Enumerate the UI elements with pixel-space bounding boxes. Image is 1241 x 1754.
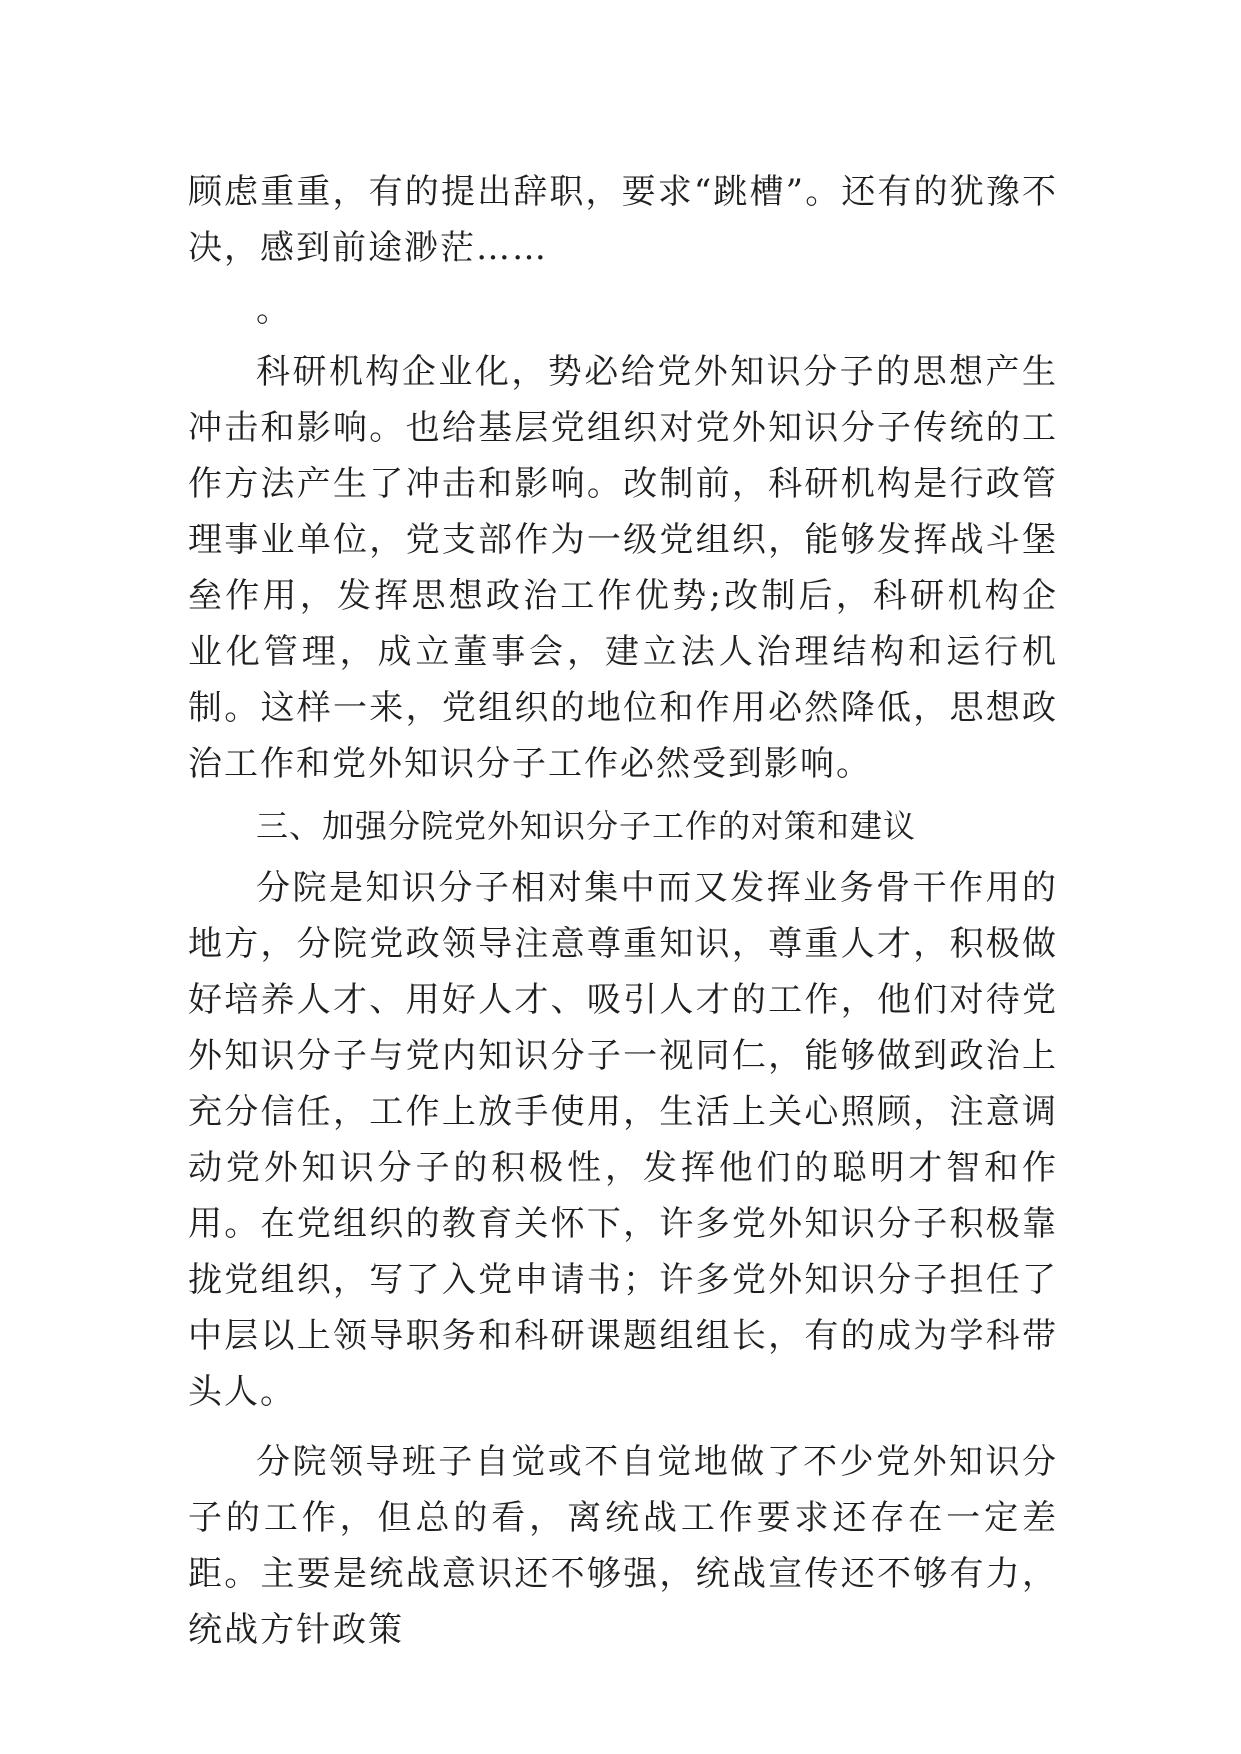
paragraph-branch-leadership: 分院是知识分子相对集中而又发挥业务骨干作用的地方，分院党政领导注意尊重知识，尊重人才，积极做好培养人才、用好人才、吸引人才的工作，他们对待党外知识分子与党内知识分子一视同仁，能够做到政治上充分信任，工作上放手使用，生活上关心照顾，注意调动党外知识分子的积极性，发挥他们的聪明才智和作用。在党组织的教育关怀下，许多党外知识分子积极靠拢党组织，写了入党申请书；许多党外知识分子担任了中层以上领导职务和科研课题组组长，有的成为学科带头人。	[188, 868, 1058, 1412]
document-body	[188, 164, 1058, 1658]
paragraph-gap-analysis: 分院领导班子自觉或不自觉地做了不少党外知识分子的工作，但总的看，离统战工作要求还存在一定差距。主要是统战意识还不够强，统战宣传还不够有力，统战方针政策	[188, 1442, 1058, 1650]
section-heading: 三、加强分院党外知识分子工作的对策和建议	[256, 807, 917, 845]
paragraph-enterprise-reform: 科研机构企业化，势必给党外知识分子的思想产生冲击和影响。也给基层党组织对党外知识分子传统的工作方法产生了冲击和影响。改制前，科研机构是行政管理事业单位，党支部作为一级党组织，能够发挥战斗堡垒作用，发挥思想政治工作优势;改制后，科研机构企业化管理，成立董事会，建立法人治理结构和运行机制。这样一来，党组织的地位和作用必然降低，思想政治工作和党外知识分子工作必然受到影响。	[188, 352, 1058, 784]
paragraph-continuation: 顾虑重重，有的提出辞职，要求“跳槽”。还有的犹豫不决，感到前途渺茫……	[188, 172, 1058, 268]
stray-period-line: 。	[256, 290, 290, 330]
